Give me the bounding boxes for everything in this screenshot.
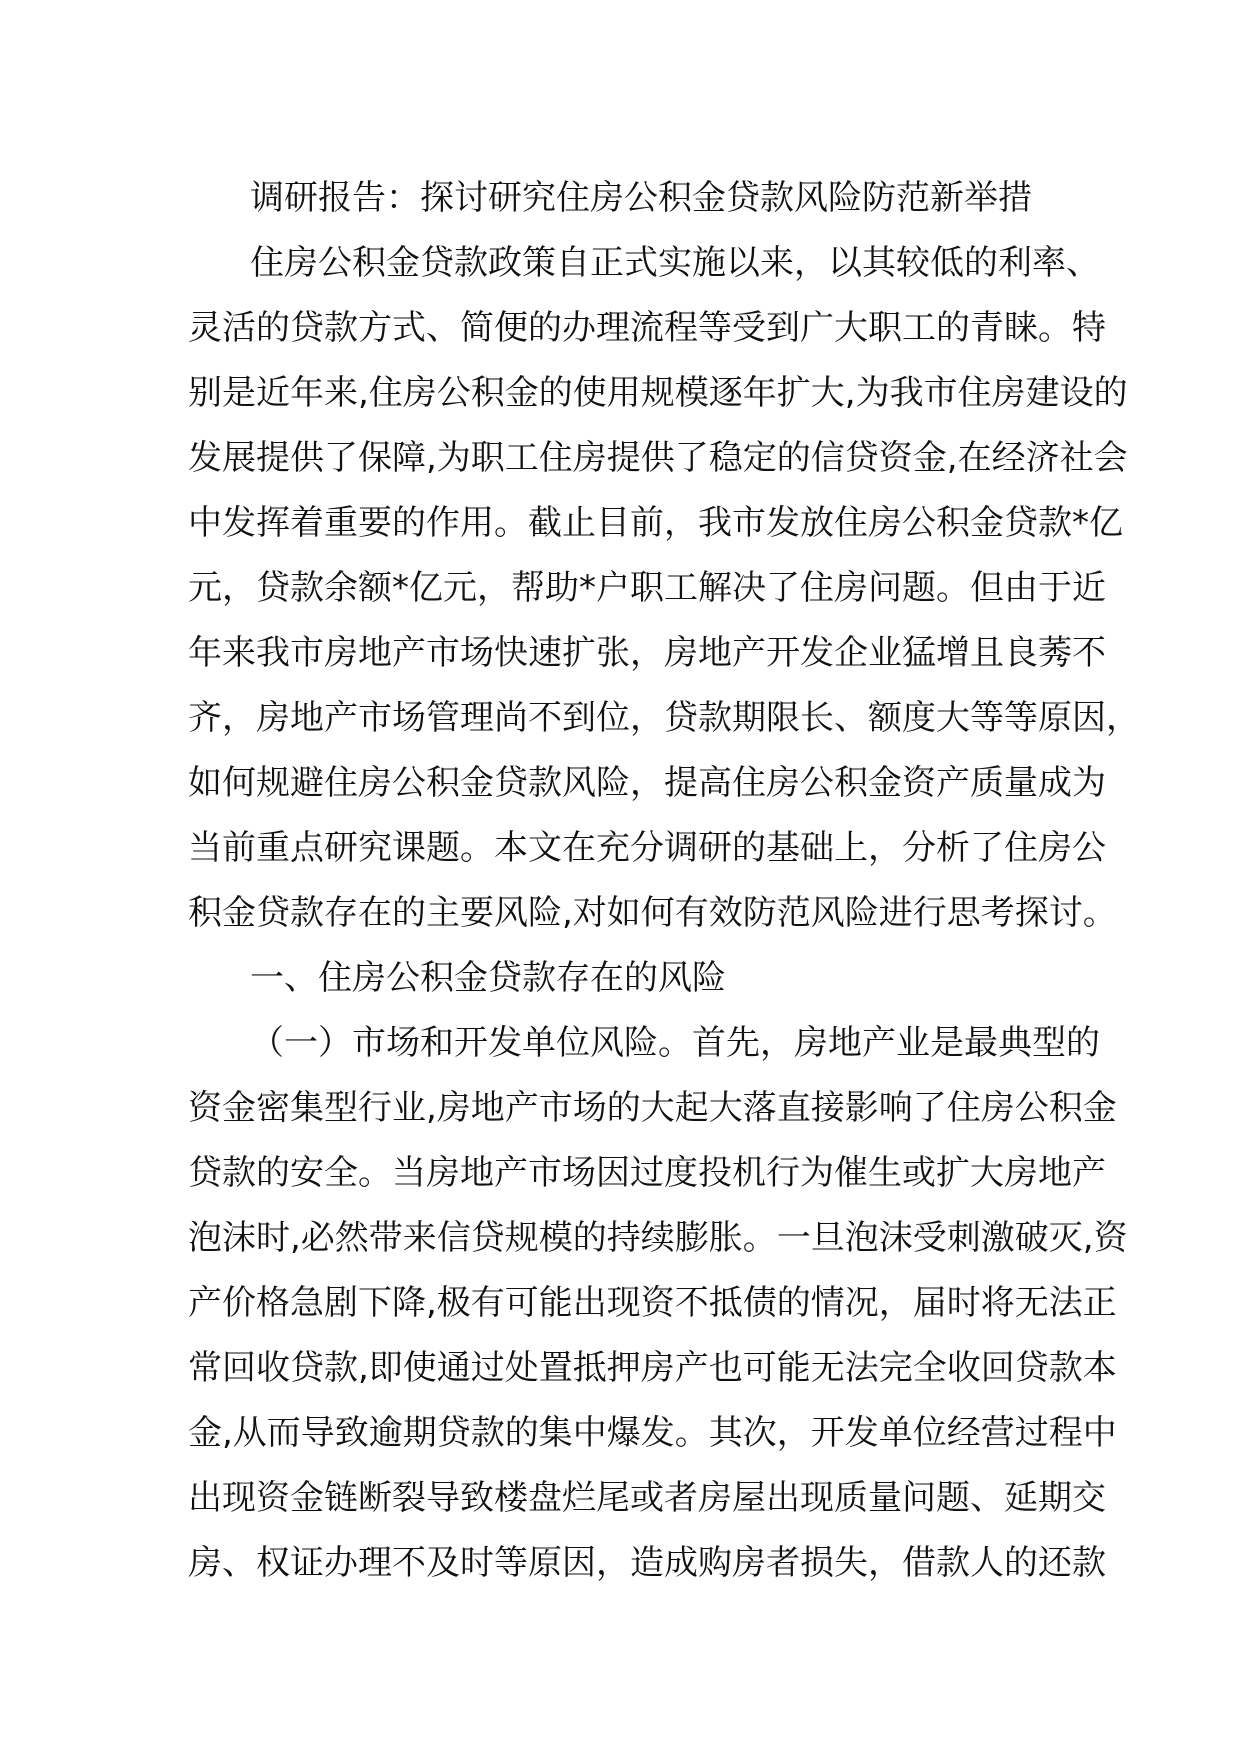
paragraph-line: 房、权证办理不及时等原因，造成购房者损失，借款人的还款 bbox=[188, 1543, 1106, 1583]
section-heading-text: 一、住房公积金贷款存在的风险 bbox=[250, 958, 726, 998]
paragraph-line: 灵活的贷款方式、简便的办理流程等受到广大职工的青睐。特 bbox=[188, 308, 1106, 348]
paragraph-line: 元，贷款余额*亿元，帮助*户职工解决了住房问题。但由于近 bbox=[188, 568, 1106, 608]
paragraph-line: 常回收贷款,即使通过处置抵押房产也可能无法完全收回贷款本 bbox=[188, 1348, 1117, 1388]
paragraph-line: 住房公积金贷款政策自正式实施以来，以其较低的利率、 bbox=[250, 243, 1100, 283]
section-heading bbox=[188, 946, 1068, 1011]
paragraph-line: 产价格急剧下降,极有可能出现资不抵债的情况，届时将无法正 bbox=[188, 1283, 1117, 1323]
paragraph-line: 积金贷款存在的主要风险,对如何有效防范风险进行思考探讨。 bbox=[188, 893, 1117, 933]
paragraph-line: 发展提供了保障,为职工住房提供了稳定的信贷资金,在经济社会 bbox=[188, 438, 1128, 478]
document-title: 调研报告：探讨研究住房公积金贷款风险防范新举措 bbox=[250, 178, 1032, 218]
paragraph-line: 齐，房地产市场管理尚不到位，贷款期限长、额度大等等原因， bbox=[188, 698, 1140, 738]
paragraph-line: 泡沫时,必然带来信贷规模的持续膨胀。一旦泡沫受刺激破灭,资 bbox=[188, 1218, 1128, 1258]
paragraph-line: （一）市场和开发单位风险。首先，房地产业是最典型的 bbox=[250, 1023, 1100, 1063]
paragraph-line: 年来我市房地产市场快速扩张，房地产开发企业猛增且良莠不 bbox=[188, 633, 1106, 673]
paragraph-market-risk bbox=[188, 1011, 1128, 1596]
paragraph-line: 资金密集型行业,房地产市场的大起大落直接影响了住房公积金 bbox=[188, 1088, 1117, 1128]
document-body bbox=[188, 166, 1140, 1596]
paragraph-line: 中发挥着重要的作用。截止目前，我市发放住房公积金贷款*亿 bbox=[188, 503, 1123, 543]
paragraph-line: 别是近年来,住房公积金的使用规模逐年扩大,为我市住房建设的 bbox=[188, 373, 1128, 413]
paragraph-line: 金,从而导致逾期贷款的集中爆发。其次，开发单位经营过程中 bbox=[188, 1413, 1117, 1453]
paragraph-line: 出现资金链断裂导致楼盘烂尾或者房屋出现质量问题、延期交 bbox=[188, 1478, 1106, 1518]
paragraph-line: 贷款的安全。当房地产市场因过度投机行为催生或扩大房地产 bbox=[188, 1153, 1106, 1193]
paragraph-intro bbox=[188, 231, 1140, 946]
paragraph-line: 如何规避住房公积金贷款风险，提高住房公积金资产质量成为 bbox=[188, 763, 1106, 803]
paragraph-line: 当前重点研究课题。本文在充分调研的基础上，分析了住房公 bbox=[188, 828, 1106, 868]
